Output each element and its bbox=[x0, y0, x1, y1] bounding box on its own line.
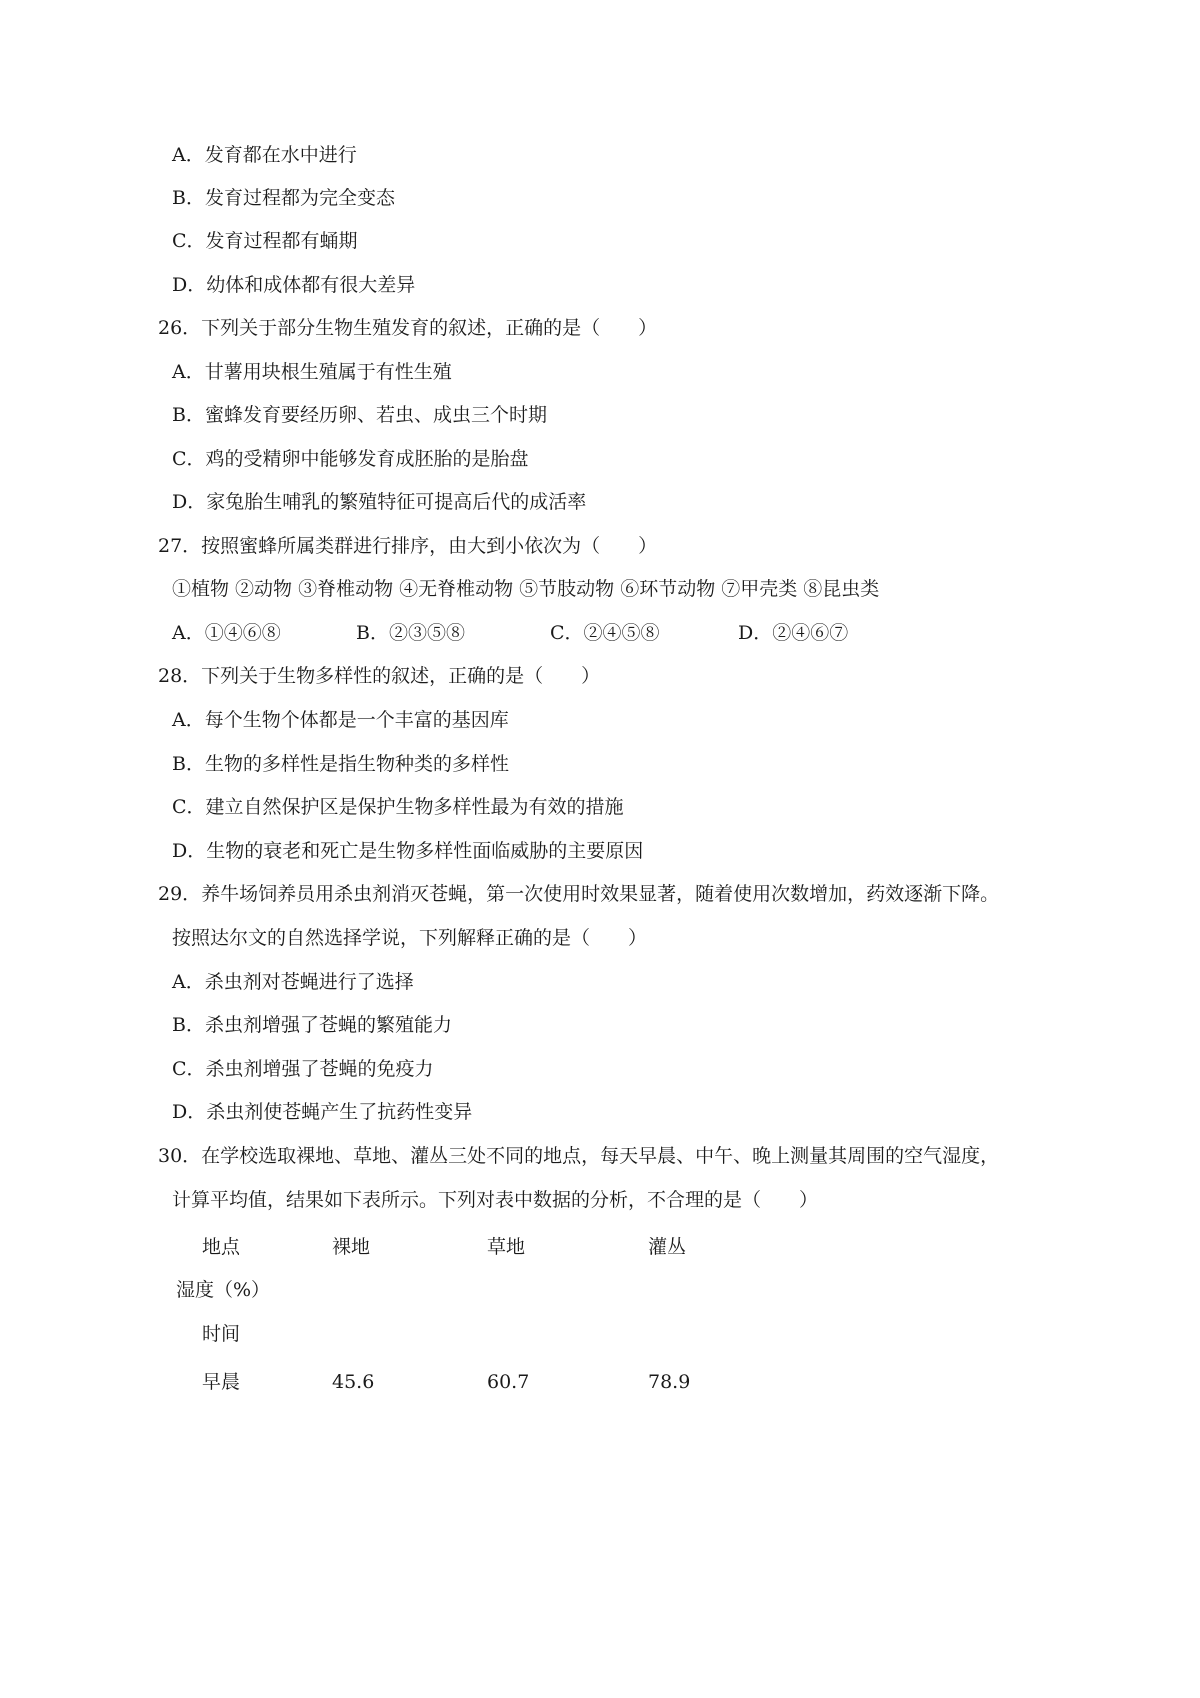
q29-option-a: A．杀虫剂对苍蝇进行了选择 bbox=[172, 971, 414, 993]
q26-option-a: A．甘薯用块根生殖属于有性生殖 bbox=[172, 361, 452, 383]
q29-stem-line2: 按照达尔文的自然选择学说，下列解释正确的是（ ） bbox=[172, 927, 648, 949]
q29-option-d: D．杀虫剂使苍蝇产生了抗药性变异 bbox=[172, 1101, 473, 1123]
q27-option-c: C．②④⑤⑧ bbox=[550, 622, 660, 644]
table-header-shrubland: 灌丛 bbox=[648, 1236, 687, 1258]
q28-option-b: B．生物的多样性是指生物种类的多样性 bbox=[172, 753, 509, 775]
q27-option-d: D．②④⑥⑦ bbox=[738, 622, 849, 644]
table-header-time: 时间 bbox=[202, 1323, 241, 1345]
table-cell-bare-land: 45.6 bbox=[332, 1371, 375, 1393]
q25-option-a: A．发育都在水中进行 bbox=[172, 144, 357, 166]
q26-option-d: D．家兔胎生哺乳的繁殖特征可提高后代的成活率 bbox=[172, 491, 587, 513]
q28-option-a: A．每个生物个体都是一个丰富的基因库 bbox=[172, 709, 509, 731]
table-cell-grassland: 60.7 bbox=[487, 1371, 530, 1393]
q28-stem: 28．下列关于生物多样性的叙述，正确的是（ ） bbox=[158, 665, 601, 687]
q29-stem-line1: 29．养牛场饲养员用杀虫剂消灭苍蝇，第一次使用时效果显著，随着使用次数增加，药效逐渐下降。 bbox=[158, 883, 1000, 905]
table-row-time: 早晨 bbox=[202, 1371, 241, 1393]
q26-option-b: B．蜜蜂发育要经历卵、若虫、成虫三个时期 bbox=[172, 404, 547, 426]
q27-items: ①植物 ②动物 ③脊椎动物 ④无脊椎动物 ⑤节肢动物 ⑥环节动物 ⑦甲壳类 ⑧昆虫类 bbox=[172, 578, 880, 600]
table-cell-shrubland: 78.9 bbox=[648, 1371, 691, 1393]
q30-stem-line2: 计算平均值，结果如下表所示。下列对表中数据的分析，不合理的是（ ） bbox=[172, 1189, 819, 1211]
q29-option-c: C．杀虫剂增强了苍蝇的免疫力 bbox=[172, 1058, 434, 1080]
table-header-place: 地点 bbox=[202, 1236, 241, 1258]
q27-option-b: B．②③⑤⑧ bbox=[356, 622, 465, 644]
q29-option-b: B．杀虫剂增强了苍蝇的繁殖能力 bbox=[172, 1014, 452, 1036]
q25-option-c: C．发育过程都有蛹期 bbox=[172, 230, 358, 252]
table-header-humidity: 湿度（%） bbox=[176, 1279, 271, 1301]
q26-stem: 26．下列关于部分生物生殖发育的叙述，正确的是（ ） bbox=[158, 317, 658, 339]
table-header-bare-land: 裸地 bbox=[332, 1236, 371, 1258]
q28-option-c: C．建立自然保护区是保护生物多样性最为有效的措施 bbox=[172, 796, 624, 818]
q26-option-c: C．鸡的受精卵中能够发育成胚胎的是胎盘 bbox=[172, 448, 529, 470]
q25-option-b: B．发育过程都为完全变态 bbox=[172, 187, 395, 209]
q27-stem: 27．按照蜜蜂所属类群进行排序，由大到小依次为（ ） bbox=[158, 535, 658, 557]
q27-option-a: A．①④⑥⑧ bbox=[172, 622, 281, 644]
q30-stem-line1: 30．在学校选取裸地、草地、灌丛三处不同的地点，每天早晨、中午、晚上测量其周围的空气湿度， bbox=[158, 1145, 1000, 1167]
q28-option-d: D．生物的衰老和死亡是生物多样性面临威胁的主要原因 bbox=[172, 840, 644, 862]
table-header-grassland: 草地 bbox=[487, 1236, 526, 1258]
q25-option-d: D．幼体和成体都有很大差异 bbox=[172, 274, 416, 296]
